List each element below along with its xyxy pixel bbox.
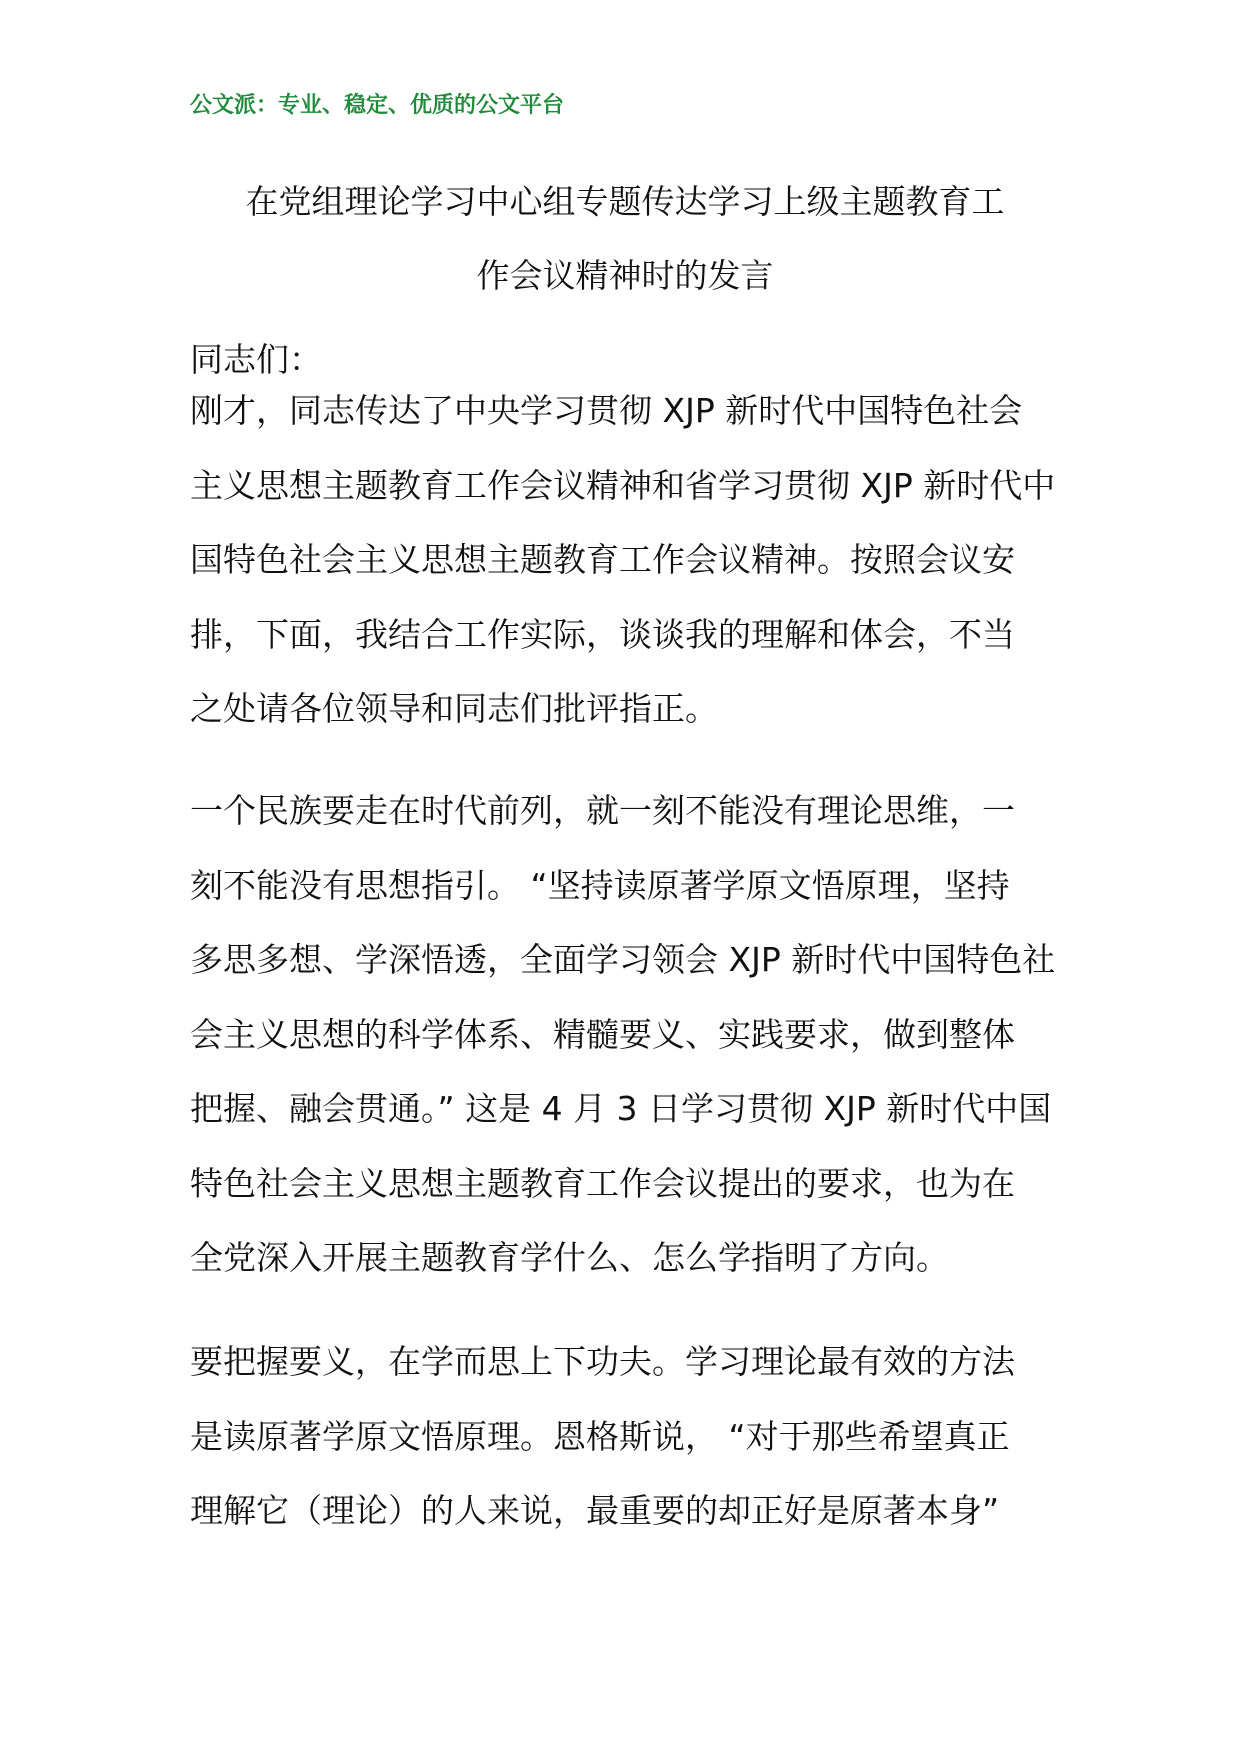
paragraph-line: 刻不能没有思想指引。 “坚持读原著学原文悟原理，坚持: [190, 865, 1010, 905]
paragraph-line: 多思多想、学深悟透，全面学习领会 XJP 新时代中国特色社: [190, 940, 1056, 979]
paragraph-line: 特色社会主义思想主题教育工作会议提出的要求，也为在: [190, 1163, 1015, 1203]
paragraph-line: 会主义思想的科学体系、精髓要义、实践要求，做到整体: [190, 1014, 1015, 1054]
paragraph-1: [190, 374, 1070, 747]
paragraph-line: 之处请各位领导和同志们批评指正。: [190, 689, 718, 728]
paragraph-line: 国特色社会主义思想主题教育工作会议精神。按照会议安: [190, 540, 1015, 579]
paragraph-line: 全党深入开展主题教育学什么、怎么学指明了方向。: [190, 1238, 949, 1277]
header-tagline: 公文派：专业、稳定、优质的公文平台: [190, 93, 565, 118]
paragraph-line: 要把握要义，在学而思上下功夫。学习理论最有效的方法: [190, 1342, 1015, 1381]
paragraph-line: 是读原著学原文悟原理。恩格斯说， “对于那些希望真正: [190, 1416, 1010, 1456]
paragraph-line: 一个民族要走在时代前列，就一刻不能没有理论思维，一: [190, 791, 1015, 830]
paragraph-line: 排，下面，我结合工作实际，谈谈我的理解和体会，不当: [190, 614, 1015, 654]
paragraph-2: [190, 774, 1070, 1296]
paragraph-line: 理解它（理论）的人来说，最重要的却正好是原著本身”: [190, 1491, 1000, 1530]
paragraph-line: 把握、融会贯通。” 这是 4 月 3 日学习贯彻 XJP 新时代中国: [190, 1089, 1052, 1128]
paragraph-3: [190, 1325, 1070, 1549]
salutation: 同志们：: [190, 340, 322, 379]
title-line: 在党组理论学习中心组专题传达学习上级主题教育工: [245, 182, 1005, 221]
title-line: 作会议精神时的发言: [476, 256, 774, 295]
document-title: [190, 165, 1060, 313]
paragraph-line: 主义思想主题教育工作会议精神和省学习贯彻 XJP 新时代中: [190, 465, 1056, 505]
paragraph-line: 刚才，同志传达了中央学习贯彻 XJP 新时代中国特色社会: [190, 391, 1023, 430]
